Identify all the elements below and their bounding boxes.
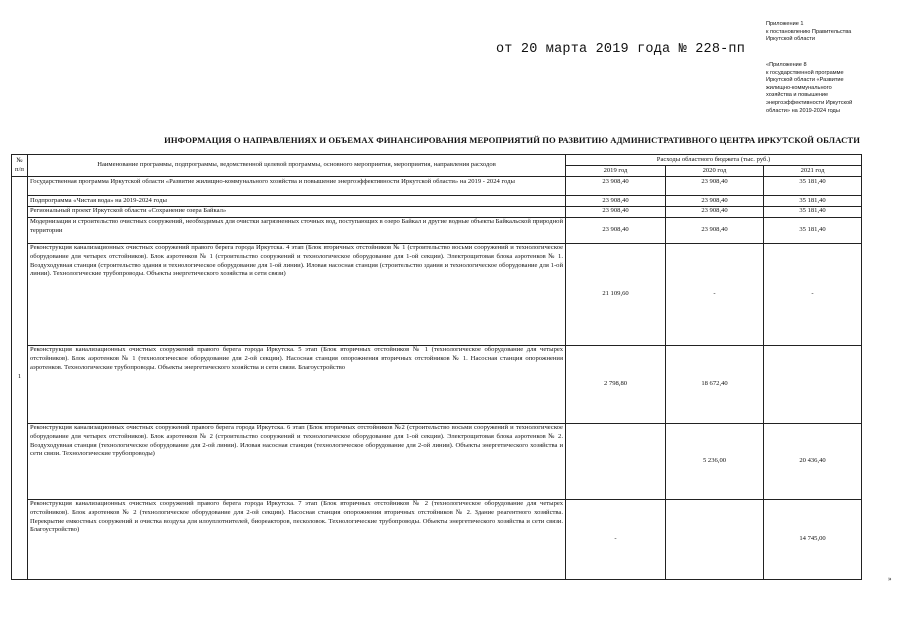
- appendix-line: хозяйства и повышение: [766, 92, 829, 99]
- table-row: [12, 345, 862, 423]
- row-value-2020: [666, 499, 764, 579]
- table-row: [12, 423, 862, 499]
- appendix-note-2: [766, 62, 886, 115]
- row-value-2021: [764, 345, 862, 423]
- row-name: Модернизация и строительство очистных сооружений, необходимых для очистки загрязненных сточных вод, поступающих в озеро Байкал и другие водные объекты Байкальской природной территории: [28, 217, 566, 243]
- appendix-note-1: [766, 21, 886, 44]
- table-row: [12, 243, 862, 345]
- row-value-2019: 2 798,80: [566, 345, 666, 423]
- row-value-2021: 14 745,00: [764, 499, 862, 579]
- table-row: [12, 206, 862, 217]
- table-row: [12, 196, 862, 207]
- row-value-2021: 35 181,40: [764, 177, 862, 196]
- financing-table: [11, 154, 862, 580]
- appendix-line: энергоэффективности Иркутской: [766, 99, 853, 106]
- appendix-line: к государственной программе: [766, 69, 844, 76]
- row-name: Реконструкция канализационных очистных сооружений правого берега города Иркутска. 5 этап (Блок вторичных отстойников № 1 (технологическое оборудование для четырех отстойников). Блок аэротенков № 1 (технологическое оборудование для 2-ой секции). Насосная станция опорожнения вторичных отстойников № 1. Насосная станция опорожнения аэротенков. Технологические трубопроводы. Объекты энергетического хозяйства и сети связи. Благоустройство: [28, 345, 566, 423]
- header-year-2019: 2019 год: [566, 166, 666, 177]
- appendix-line: «Приложение 8: [766, 62, 807, 68]
- header-num: № п/п: [12, 155, 28, 177]
- row-value-2020: 23 908,40: [666, 177, 764, 196]
- row-name: Реконструкция канализационных очистных сооружений правого берега города Иркутска. 7 этап (Блок вторичных отстойников № 2 (технологическое оборудование для четырех отстойников). Блок аэротенков № 2 (технологическое оборудование для 2-ой секции). Насосная станция опорожнения вторичных отстойников № 2. Здание реагентного хозяйства. Перекрытие емкостных сооружений и очистка воздуха для илоуплотнителей, биореакторов, песколовок. Технологические трубопроводы. Объекты энергетического хозяйства и сети связи. Благоустройство): [28, 499, 566, 579]
- appendix-line: Иркутской области: [766, 36, 815, 43]
- appendix-line: области» на 2019-2024 годы: [766, 107, 840, 114]
- row-value-2020: -: [666, 243, 764, 345]
- page-continuation-mark: »: [888, 575, 892, 583]
- header-year-2021: 2021 год: [764, 166, 862, 177]
- row-value-2020: 23 908,40: [666, 206, 764, 217]
- appendix-line: к постановлению Правительства: [766, 28, 852, 35]
- row-value-2019: -: [566, 499, 666, 579]
- row-value-2020: 23 908,40: [666, 217, 764, 243]
- row-value-2019: 23 908,40: [566, 196, 666, 207]
- appendix-line: Приложение 1: [766, 21, 804, 27]
- row-number: 1: [12, 177, 28, 580]
- table-row: [12, 217, 862, 243]
- row-value-2020: 18 672,40: [666, 345, 764, 423]
- row-value-2021: -: [764, 243, 862, 345]
- row-value-2019: [566, 423, 666, 499]
- appendix-line: Иркутской области «Развитие: [766, 77, 844, 84]
- row-value-2019: 23 908,40: [566, 177, 666, 196]
- row-value-2019: 21 109,60: [566, 243, 666, 345]
- header-expenses: Расходы областного бюджета (тыс. руб.): [566, 155, 862, 166]
- row-value-2019: 23 908,40: [566, 217, 666, 243]
- header-year-2020: 2020 год: [666, 166, 764, 177]
- row-name: Реконструкция канализационных очистных сооружений правого берега города Иркутска. 4 этап (Блок вторичных отстойников № 1 (строительство восьми сооружений и технологическое оборудование для четырех отстойников). Блок аэротенков № 1 (строительство сооружений и технологическое оборудование для 1-ой секции). Электрощитовая блока аэротенков № 1. Воздуходувная станция (строительство здания и технологическое оборудование для 1-ой линии). Иловая насосная станция (строительство здания и технологическое оборудование для 1-ой линии). Технологические трубопроводы. Объекты энергетического хозяйства и сети связи): [28, 243, 566, 345]
- row-value-2020: 5 236,00: [666, 423, 764, 499]
- row-value-2021: 35 181,40: [764, 217, 862, 243]
- table-row: [12, 499, 862, 579]
- row-name: Государственная программа Иркутской области «Развитие жилищно-коммунального хозяйства и повышение энергоэффективности Иркутской области» на 2019 - 2024 годы: [28, 177, 566, 196]
- table-header-row: [12, 155, 862, 166]
- row-value-2020: 23 908,40: [666, 196, 764, 207]
- row-name: Реконструкция канализационных очистных сооружений правого берега города Иркутска. 6 этап (Блок вторичных отстойников №2 (строительство восьми сооружений и технологическое оборудование для четырех отстойников). Блок аэротенков № 2 (строительство сооружений и технологическое оборудование для 1-ой секции). Электрощитовая блока аэротенков № 2. Воздуходувная станция (технологическое оборудование для 2-ой линии). Иловая насосная станция (технологическое оборудование для 2-ой линии). Объекты энергетического хозяйства и сети связи. Технологические трубопроводы): [28, 423, 566, 499]
- row-value-2021: 35 181,40: [764, 196, 862, 207]
- row-value-2021: 35 181,40: [764, 206, 862, 217]
- header-name: Наименование программы, подпрограммы, ведомственной целевой программы, основного мероприятия, мероприятия, направления расходов: [28, 155, 566, 177]
- row-name: Региональный проект Иркутской области «Сохранение озера Байкал»: [28, 206, 566, 217]
- appendix-line: жилищно-коммунального: [766, 84, 832, 91]
- row-name: Подпрограмма «Чистая вода» на 2019-2024 годы: [28, 196, 566, 207]
- resolution-date: от 20 марта 2019 года № 228-пп: [496, 42, 746, 57]
- row-value-2019: 23 908,40: [566, 206, 666, 217]
- document-title: ИНФОРМАЦИЯ О НАПРАВЛЕНИЯХ И ОБЪЕМАХ ФИНАНСИРОВАНИЯ МЕРОПРИЯТИЙ ПО РАЗВИТИЮ АДМИНИСТРАТИВНОГО ЦЕНТРА ИРКУТСКОЙ ОБЛАСТИ: [164, 135, 860, 145]
- row-value-2021: 20 436,40: [764, 423, 862, 499]
- table-row: [12, 177, 862, 196]
